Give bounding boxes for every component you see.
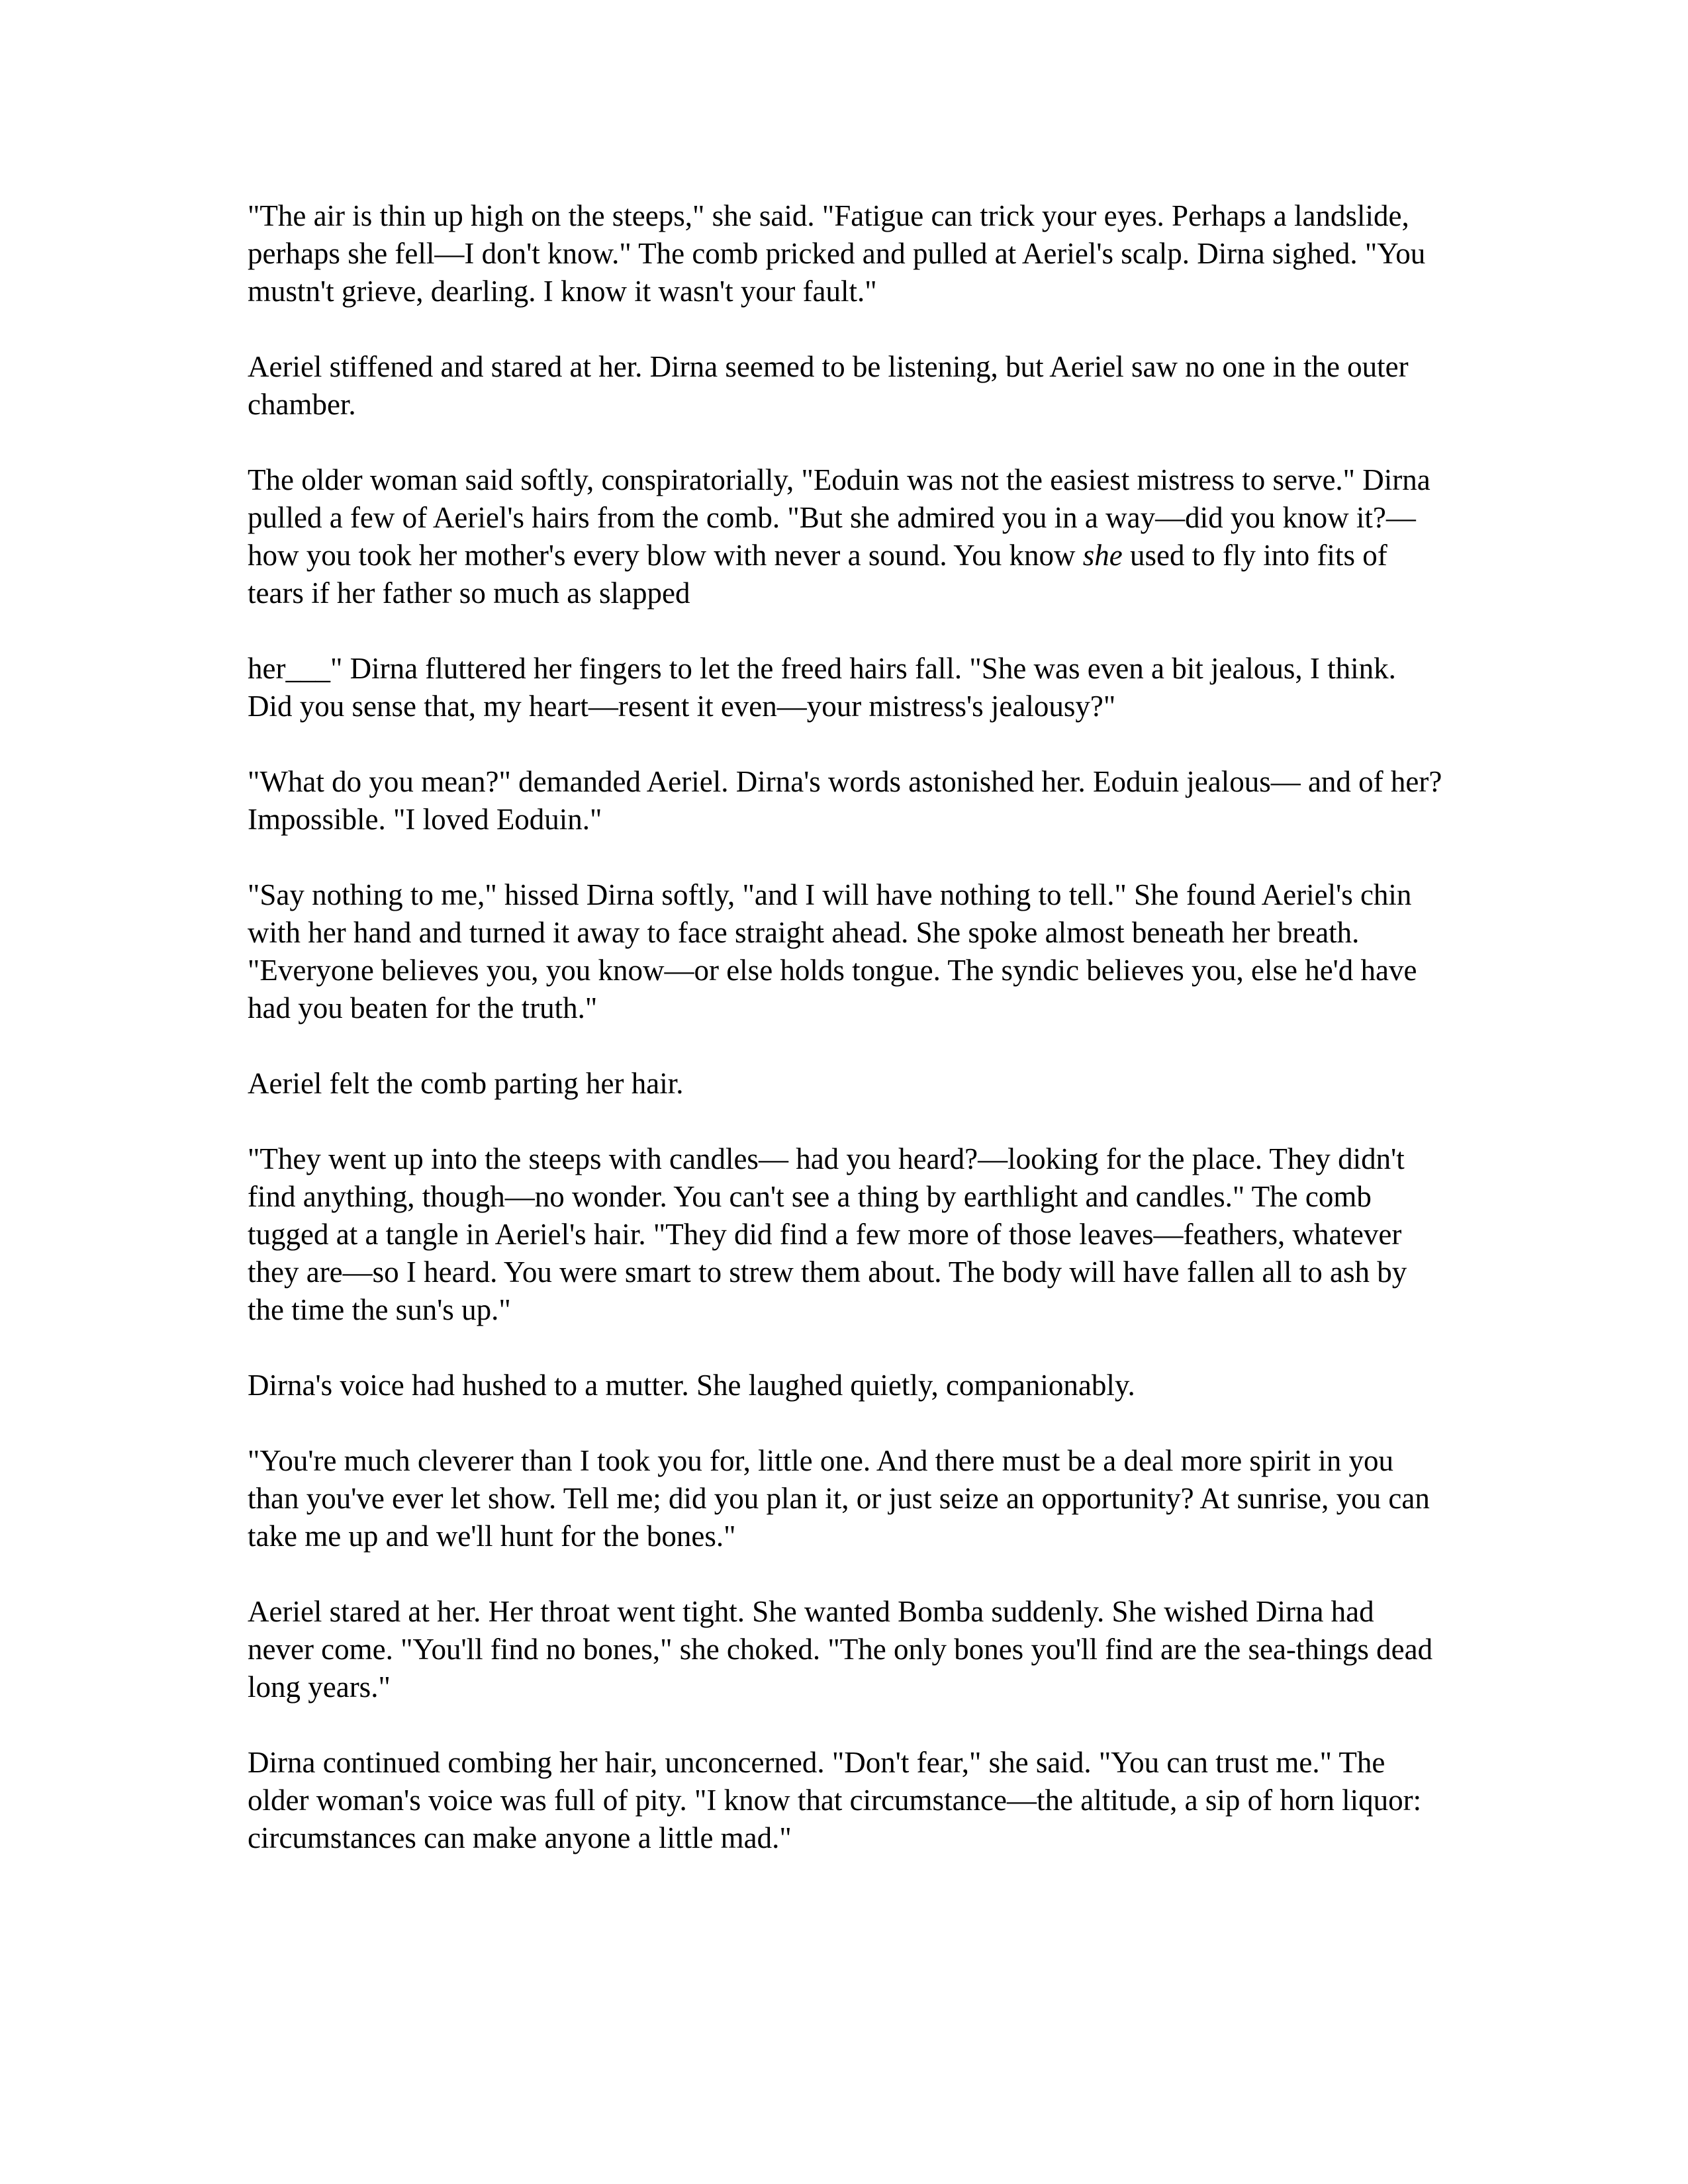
paragraph-3: [248, 461, 1446, 612]
paragraph-3-before: The older woman said softly, conspiratorially, "Eoduin was not the easiest mistress to serve." Dirna pulled a few of Aeriel's hairs from the comb. "But she admired you in a way—did you know it?—how you took her mother's every blow with never a sound. You know: [248, 463, 1430, 572]
paragraph-12: Dirna continued combing her hair, unconcerned. "Don't fear," she said. "You can trust me." The older woman's voice was full of pity. "I know that circumstance—the altitude, a sip of horn liquor: circumstances can make anyone a little mad.": [248, 1746, 1422, 1854]
paragraph-11: Aeriel stared at her. Her throat went tight. She wanted Bomba suddenly. She wished Dirna had never come. "You'll find no bones," she choked. "The only bones you'll find are the sea-things dead long years.": [248, 1595, 1433, 1704]
paragraph-6: "Say nothing to me," hissed Dirna softly, "and I will have nothing to tell." She found Aeriel's chin with her hand and turned it away to face straight ahead. She spoke almost beneath her breath. "Everyone believes you, you know—or else holds tongue. The syndic believes you, else he'd have had you beaten for the truth.": [248, 878, 1417, 1024]
paragraph-2: Aeriel stiffened and stared at her. Dirna seemed to be listening, but Aeriel saw no one in the outer chamber.: [248, 350, 1409, 421]
paragraph-4: her___" Dirna fluttered her fingers to let the freed hairs fall. "She was even a bit jealous, I think. Did you sense that, my heart—resent it even—your mistress's jealousy?": [248, 652, 1396, 723]
paragraph-3-emphasis: she: [1082, 539, 1123, 572]
paragraph-1: "The air is thin up high on the steeps," she said. "Fatigue can trick your eyes. Perhaps a landslide, perhaps she fell—I don't know." The comb pricked and pulled at Aeriel's scalp. Dirna sighed. "You mustn't grieve, dearling. I know it wasn't your fault.": [248, 199, 1426, 308]
paragraph-7: Aeriel felt the comb parting her hair.: [248, 1067, 684, 1100]
paragraph-5: "What do you mean?" demanded Aeriel. Dirna's words astonished her. Eoduin jealous— and of her? Impossible. "I loved Eoduin.": [248, 765, 1442, 836]
paragraph-8: "They went up into the steeps with candles— had you heard?—looking for the place. They didn't find anything, though—no wonder. You can't see a thing by earthlight and candles." The comb tugged at a tangle in Aeriel's hair. "They did find a few more of those leaves—feathers, whatever they are—so I heard. You were smart to strew them about. The body will have fallen all to ash by the time the sun's up.": [248, 1142, 1407, 1326]
body-text: [248, 197, 1446, 1857]
paragraph-10: "You're much cleverer than I took you for, little one. And there must be a deal more spirit in you than you've ever let show. Tell me; did you plan it, or just seize an opportunity? At sunrise, you can take me up and we'll hunt for the bones.": [248, 1444, 1430, 1553]
paragraph-9: Dirna's voice had hushed to a mutter. She laughed quietly, companionably.: [248, 1369, 1135, 1402]
paragraph-3-after: used to fly into fits of tears if her father so much as slapped: [248, 539, 1387, 610]
